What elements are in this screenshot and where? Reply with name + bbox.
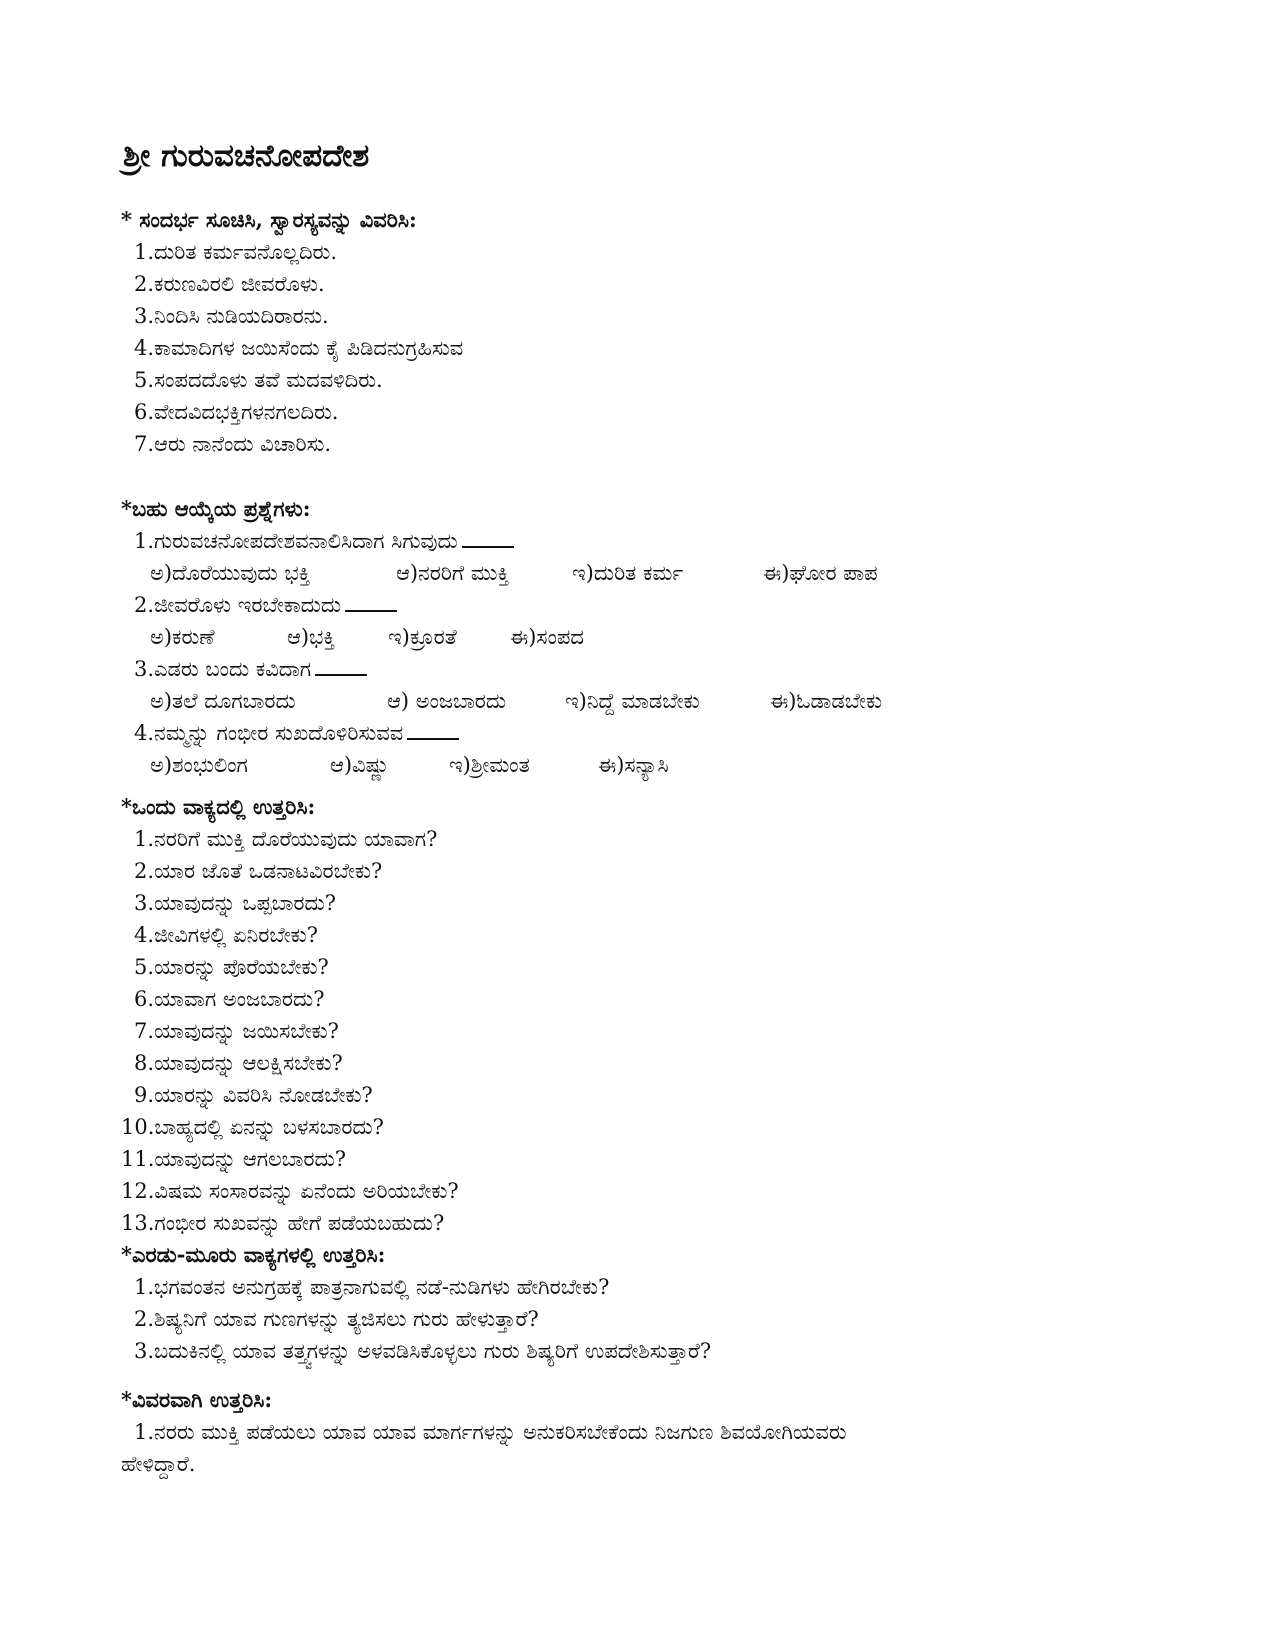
mcq-option: ಅ)ದೊರೆಯುವುದು ಭಕ್ತಿ xyxy=(150,561,311,585)
mcq-option: ಇ)ಶ್ರೀಮಂತ xyxy=(449,753,530,777)
mcq-option: ಅ)ಕರುಣೆ xyxy=(150,625,215,649)
answer-blank xyxy=(462,545,514,548)
list-item: 7.ಯಾವುದನ್ನು ಜಯಿಸಬೇಕು? xyxy=(134,1019,339,1043)
mcq-option: ಇ)ನಿದ್ದೆ ಮಾಡಬೇಕು xyxy=(565,689,700,713)
question-text: 4.ನಮ್ಮನ್ನು ಗಂಭೀರ ಸುಖದೊಳಿರಿಸುವವ xyxy=(134,721,404,745)
answer-blank xyxy=(407,737,459,740)
mcq-option: ಆ)ನರರಿಗೆ ಮುಕ್ತಿ xyxy=(396,561,510,585)
list-item: 1.ನರರಿಗೆ ಮುಕ್ತಿ ದೊರೆಯುವುದು ಯಾವಾಗ? xyxy=(134,827,438,851)
list-item-continuation: ಹೇಳಿದ್ದಾರೆ. xyxy=(121,1452,196,1476)
question-text: 1.ಗುರುವಚನೋಪದೇಶವನಾಲಿಸಿದಾಗ ಸಿಗುವುದು xyxy=(134,529,458,553)
list-item: 4.ಜೀವಿಗಳಲ್ಲಿ ಏನಿರಬೇಕು? xyxy=(134,923,319,947)
list-item: 4.ಕಾಮಾದಿಗಳ ಜಯಿಸೆಂದು ಕೈ ಪಿಡಿದನುಗ್ರಹಿಸುವ xyxy=(134,336,464,360)
list-item: 7.ಆರು ನಾನೆಂದು ವಿಚಾರಿಸು. xyxy=(134,432,332,456)
mcq-option: ಈ)ಓಡಾಡಬೇಕು xyxy=(770,689,883,713)
list-item: 8.ಯಾವುದನ್ನು ಆಲಕ್ಷಿಸಬೇಕು? xyxy=(134,1051,343,1075)
mcq-option: ಈ)ಸನ್ಯಾಸಿ xyxy=(598,753,669,777)
list-item: 5.ಸಂಪದದೊಳು ತವೆ ಮದವಳಿದಿರು. xyxy=(134,368,383,392)
mcq-option: ಅ)ತಲೆ ದೂಗಬಾರದು xyxy=(150,689,296,713)
list-item: 12.ವಿಷಮ ಸಂಸಾರವನ್ನು ಏನೆಂದು ಅರಿಯಬೇಕು? xyxy=(121,1179,459,1203)
mcq-question xyxy=(134,721,459,746)
list-item: 6.ವೇದವಿದಭಕ್ತಿಗಳನಗಲದಿರು. xyxy=(134,400,339,424)
section-heading-two-three-sentences: *ಎರಡು-ಮೂರು ವಾಕ್ಯಗಳಲ್ಲಿ ಉತ್ತರಿಸಿ: xyxy=(121,1242,386,1267)
list-item: 9.ಯಾರನ್ನು ವಿವರಿಸಿ ನೋಡಬೇಕು? xyxy=(134,1083,373,1107)
mcq-option: ಈ)ಸಂಪದ xyxy=(510,625,584,649)
mcq-option: ಈ)ಘೋರ ಪಾಪ xyxy=(763,561,878,585)
list-item: 10.ಬಾಹ್ಯದಲ್ಲಿ ಏನನ್ನು ಬಳಸಬಾರದು? xyxy=(121,1115,384,1139)
mcq-option: ಇ)ದುರಿತ ಕರ್ಮ xyxy=(572,561,684,585)
list-item: 3.ಬದುಕಿನಲ್ಲಿ ಯಾವ ತತ್ತ್ವಗಳನ್ನು ಅಳವಡಿಸಿಕೊಳ್ಳಲು ಗುರು ಶಿಷ್ಯರಿಗೆ ಉಪದೇಶಿಸುತ್ತಾರೆ? xyxy=(134,1339,712,1363)
list-item: 11.ಯಾವುದನ್ನು ಆಗಲಬಾರದು? xyxy=(121,1147,347,1171)
question-text: 3.ಎಡರು ಬಂದು ಕವಿದಾಗ xyxy=(134,657,312,681)
list-item: 6.ಯಾವಾಗ ಅಂಜಬಾರದು? xyxy=(134,987,325,1011)
list-item: 2.ಶಿಷ್ಯನಿಗೆ ಯಾವ ಗುಣಗಳನ್ನು ತ್ಯಜಿಸಲು ಗುರು ಹೇಳುತ್ತಾರೆ? xyxy=(134,1307,539,1331)
list-item: 1.ದುರಿತ ಕರ್ಮವನೊಲ್ಲದಿರು. xyxy=(134,240,338,264)
list-item: 5.ಯಾರನ್ನು ಪೊರೆಯಬೇಕು? xyxy=(134,955,329,979)
list-item: 2.ಯಾರ ಜೊತೆ ಒಡನಾಟವಿರಬೇಕು? xyxy=(134,859,383,883)
list-item: 3.ಯಾವುದನ್ನು ಒಪ್ಪಬಾರದು? xyxy=(134,891,337,915)
answer-blank xyxy=(315,673,367,676)
answer-blank xyxy=(345,609,397,612)
mcq-option: ಅ)ಶಂಭುಲಿಂಗ xyxy=(150,753,248,777)
list-item: 1.ನರರು ಮುಕ್ತಿ ಪಡೆಯಲು ಯಾವ ಯಾವ ಮಾರ್ಗಗಳನ್ನು ಅನುಕರಿಸಬೇಕೆಂದು ನಿಜಗುಣ ಶಿವಯೋಗಿಯವರು xyxy=(134,1420,847,1444)
mcq-option: ಇ)ಕ್ರೂರತೆ xyxy=(388,625,457,649)
mcq-question xyxy=(134,657,367,682)
mcq-question xyxy=(134,593,397,618)
section-heading-mcq: *ಬಹು ಆಯ್ಕೆಯ ಪ್ರಶ್ನೆಗಳು: xyxy=(121,496,311,521)
list-item: 13.ಗಂಭೀರ ಸುಖವನ್ನು ಹೇಗೆ ಪಡೆಯಬಹುದು? xyxy=(121,1211,445,1235)
page-title: ಶ್ರೀ ಗುರುವಚನೋಪದೇಶ xyxy=(123,138,370,174)
section-heading-context: * ಸಂದರ್ಭ ಸೂಚಿಸಿ, ಸ್ವಾರಸ್ಯವನ್ನು ವಿವರಿಸಿ: xyxy=(121,207,417,232)
section-heading-detailed: *ವಿವರವಾಗಿ ಉತ್ತರಿಸಿ: xyxy=(121,1387,273,1412)
mcq-option: ಆ)ವಿಷ್ಣು xyxy=(330,753,390,777)
mcq-question xyxy=(134,529,514,554)
list-item: 1.ಭಗವಂತನ ಅನುಗ್ರಹಕ್ಕೆ ಪಾತ್ರನಾಗುವಲ್ಲಿ ನಡೆ-ನುಡಿಗಳು ಹೇಗಿರಬೇಕು? xyxy=(134,1275,610,1299)
mcq-option: ಆ) ಅಂಜಬಾರದು xyxy=(387,689,507,713)
section-heading-one-sentence: *ಒಂದು ವಾಕ್ಯದಲ್ಲಿ ಉತ್ತರಿಸಿ: xyxy=(121,794,316,819)
question-text: 2.ಜೀವರೊಳು ಇರಬೇಕಾದುದು xyxy=(134,593,342,617)
list-item: 2.ಕರುಣವಿರಲಿ ಜೀವರೊಳು. xyxy=(134,272,325,296)
mcq-option: ಆ)ಭಕ್ತಿ xyxy=(287,625,336,649)
list-item: 3.ನಿಂದಿಸಿ ನುಡಿಯದಿರಾರನು. xyxy=(134,304,329,328)
